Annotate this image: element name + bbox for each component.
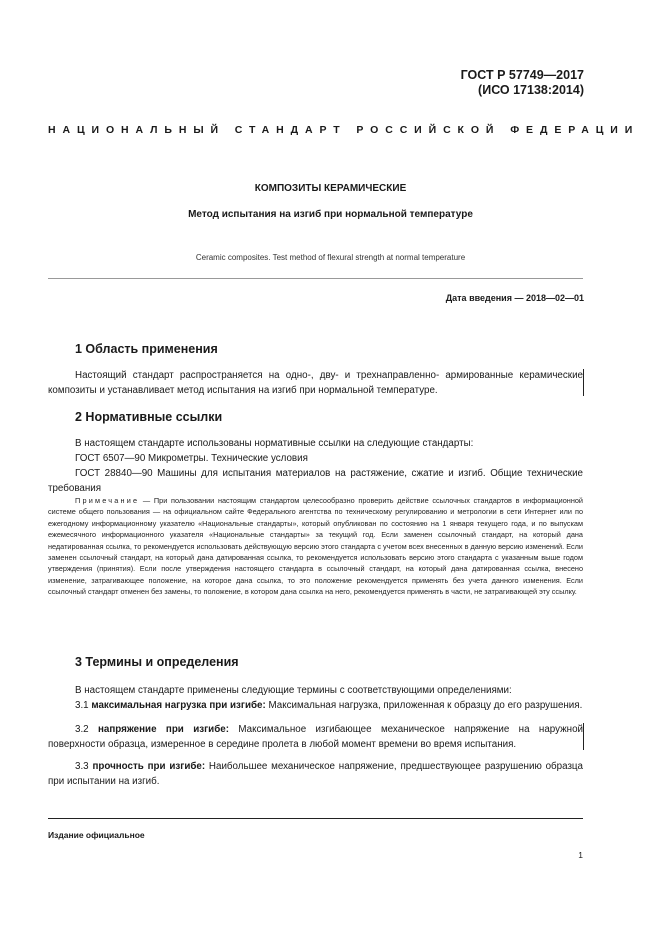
document-number-block <box>461 68 584 98</box>
page-number: 1 <box>578 850 583 860</box>
scope-paragraph: Настоящий стандарт распространяется на одно-, дву- и трехнаправленно- армированные керамические композиты и устанавливает метод испытания на изгиб при нормальной температуре. <box>48 370 583 396</box>
gost-number: ГОСТ Р 57749—2017 <box>460 68 584 82</box>
document-title: КОМПОЗИТЫ КЕРАМИЧЕСКИЕ <box>254 183 407 194</box>
term-definition: Наибольшее механическое напряжение, предшествующее разрушению образца при испытании на изгиб. <box>48 761 583 787</box>
footer-divider <box>48 818 583 819</box>
section-heading-terms: 3 Термины и определения <box>75 655 239 669</box>
term-definition: Максимальное изгибающее механическое напряжение на наружной поверхности образца, измеренное в середине пролета в любой момент времени во время испытания. <box>48 724 584 750</box>
term-item <box>48 759 583 789</box>
english-title: Ceramic composites. Test method of flexural strength at normal temperature <box>195 253 466 262</box>
term-number: 3.2 <box>75 724 89 735</box>
note-label: Примечание <box>75 496 140 505</box>
term-item <box>48 698 583 713</box>
change-bar <box>583 369 584 396</box>
national-standard-banner: НАЦИОНАЛЬНЫЙ СТАНДАРТ РОССИЙСКОЙ ФЕДЕРАЦИИ <box>48 124 640 136</box>
term-name: напряжение при изгибе: <box>98 724 229 735</box>
note-text: — При пользовании настоящим стандартом целесообразно проверить действие ссылочных стандартов в информационной системе общего пользования — на официальном сайте Федерального агентства по техническому регулированию и метрологии в сети Интернет или по ежегодному информационному указателю «Национальные стандарты», который опубликован по состоянию на 1 января текущего года, и по выпускам ежемесячного информационного указателя «Национальные стандарты» за текущий год. Если заменен ссылочный стандарт, на который дана недатированная ссылка, то рекомендуется использовать действующую версию этого стандарта с учетом всех внесенных в данную версию изменений. Если заменен ссылочный стандарт, на который дана датированная ссылка, то рекомендуется использовать версию этого стандарта с указанным выше годом утверждения (принятия). Если после утверждения настоящего стандарта в ссылочный стандарт, на который дана датированная ссылка, внесено изменение, затрагивающее положение, на которое дана ссылка, то это положение рекомендуется применять без учета данного изменения. Если ссылочный стандарт отменен без замены, то положение, в котором дана ссылка на него, рекомендуется применять в части, не затрагивающей эту ссылку. <box>48 496 583 597</box>
introduction-date: Дата введения — 2018—02—01 <box>445 293 584 303</box>
edition-label: Издание официальное <box>48 830 145 840</box>
references-intro: В настоящем стандарте использованы нормативные ссылки на следующие стандарты: <box>75 438 474 449</box>
term-number: 3.1 <box>75 700 89 711</box>
term-number: 3.3 <box>75 761 89 772</box>
document-subtitle: Метод испытания на изгиб при нормальной температуре <box>188 209 473 220</box>
title-divider <box>48 278 583 279</box>
reference-gost-28840: ГОСТ 28840—90 Машины для испытания материалов на растяжение, сжатие и изгиб. Общие технические требования <box>48 468 583 494</box>
iso-number: (ИСО 17138:2014) <box>478 83 584 97</box>
reference-gost-6507: ГОСТ 6507—90 Микрометры. Технические условия <box>75 453 308 464</box>
term-definition: Максимальная нагрузка, приложенная к образцу до его разрушения. <box>268 700 583 711</box>
term-name: прочность при изгибе: <box>92 761 206 772</box>
change-bar <box>583 723 584 750</box>
terms-intro: В настоящем стандарте применены следующие термины с соответствующими определениями: <box>75 685 512 696</box>
term-item <box>48 722 583 752</box>
term-name: максимальная нагрузка при изгибе: <box>91 700 266 711</box>
section-heading-normative-references: 2 Нормативные ссылки <box>75 410 223 424</box>
section-heading-scope: 1 Область применения <box>75 342 218 356</box>
references-note <box>48 495 583 598</box>
